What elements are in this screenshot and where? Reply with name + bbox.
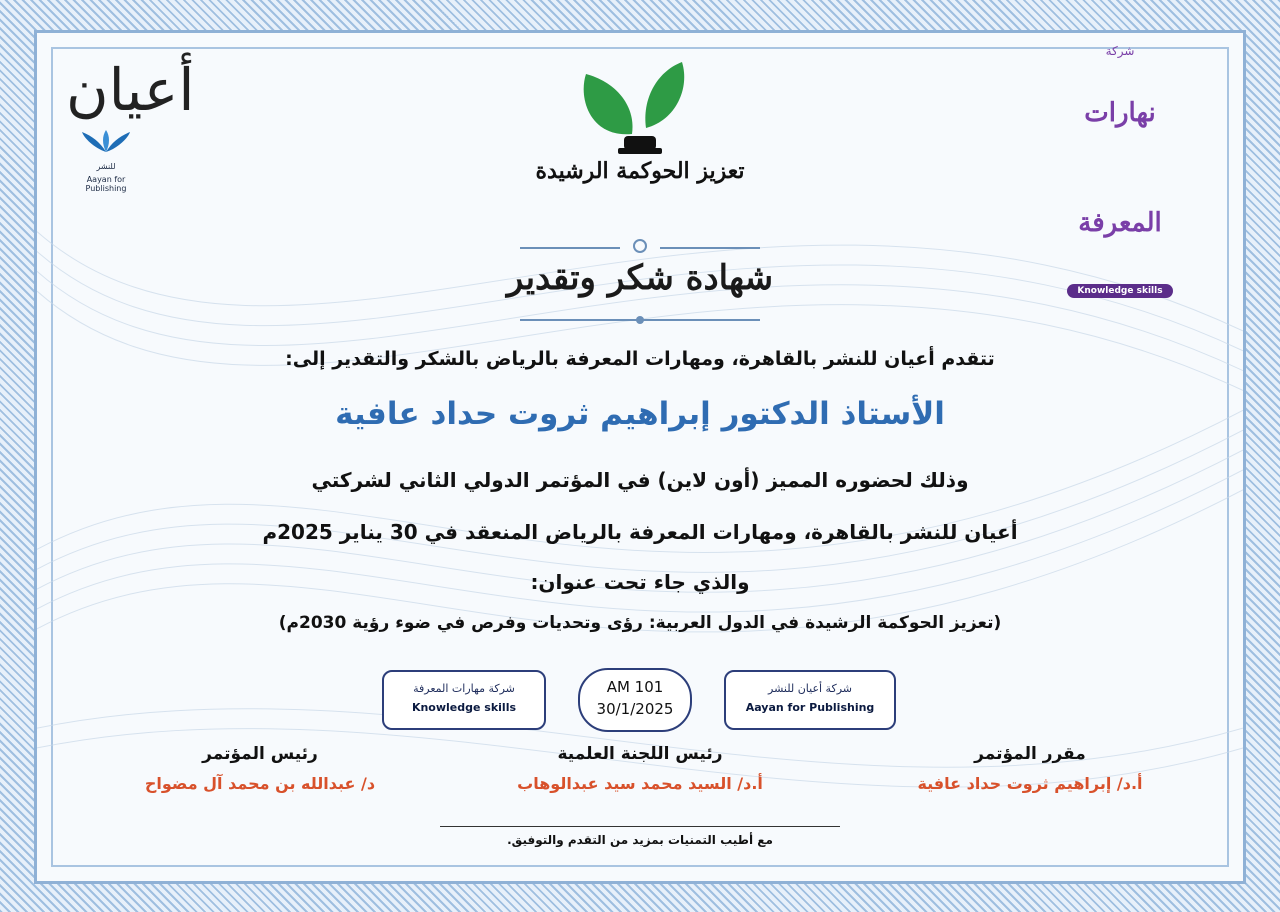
signature-name: د/ عبدالله بن محمد آل مضواح [144, 774, 376, 793]
signature-role: مقرر المؤتمر [974, 744, 1086, 764]
recipient-name: الأستاذ الدكتور إبراهيم ثروت حداد عافية [335, 396, 945, 432]
aayan-sub-caption: للنشر [96, 162, 116, 171]
date-stamp [578, 668, 692, 732]
conference-title: (تعزيز الحوكمة الرشيدة في الدول العربية: رؤى وتحديات وفرص في ضوء رؤية 2030م) [278, 613, 1002, 633]
signature-rapporteur [880, 744, 1180, 793]
aayan-logo [66, 50, 195, 200]
signature-role: رئيس اللجنة العلمية [557, 744, 723, 764]
top-ornament-icon [480, 232, 800, 256]
knowledge-logo-glyph: نهارات المعرفة [1078, 98, 1162, 238]
knowledge-top-caption: شركة [1105, 44, 1135, 58]
lotus-icon [76, 130, 136, 154]
governance-logo [520, 48, 760, 238]
stamp-code: AM 101 [606, 678, 664, 696]
knowledge-skills-badge: Knowledge skills [1067, 284, 1172, 298]
knowledge-stamp [382, 670, 546, 730]
body-line-4: والذي جاء تحت عنوان: [530, 570, 750, 594]
certificate-title: شهادة شكر وتقدير [506, 258, 774, 298]
knowledge-skills-logo [1050, 44, 1190, 296]
signature-role: رئيس المؤتمر [202, 744, 318, 764]
signature-chairman [110, 744, 410, 793]
closing-wishes: مع أطيب التمنيات بمزيد من التقدم والتوفيق. [440, 826, 840, 847]
stamp-date: 30/1/2025 [596, 700, 674, 718]
knowledge-stamp-ar: شركة مهارات المعرفة [413, 682, 515, 695]
bottom-ornament-icon [480, 312, 800, 332]
aayan-logo-glyph: أعيان [66, 56, 195, 124]
signature-committee-head [490, 744, 790, 793]
governance-caption: تعزيز الحوكمة الرشيدة [535, 158, 745, 184]
body-line-2: وذلك لحضوره المميز (أون لاين) في المؤتمر الدولي الثاني لشركتي [311, 468, 969, 492]
leaves-icon [520, 48, 760, 158]
aayan-stamp [724, 670, 896, 730]
signature-name: أ.د/ السيد محمد سيد عبدالوهاب [517, 774, 763, 793]
aayan-stamp-ar: شركة أعيان للنشر [768, 682, 852, 695]
aayan-stamp-en: Aayan for Publishing [745, 701, 875, 714]
aayan-caption: Aayan for Publishing [85, 175, 127, 193]
title-block [480, 232, 800, 332]
knowledge-stamp-en: Knowledge skills [411, 701, 517, 714]
intro-text: تتقدم أعيان للنشر بالقاهرة، ومهارات المعرفة بالرياض بالشكر والتقدير إلى: [285, 348, 995, 370]
body-line-3: أعيان للنشر بالقاهرة، ومهارات المعرفة بالرياض المنعقد في 30 يناير 2025م [262, 520, 1018, 544]
signature-name: أ.د/ إبراهيم ثروت حداد عافية [917, 774, 1143, 793]
